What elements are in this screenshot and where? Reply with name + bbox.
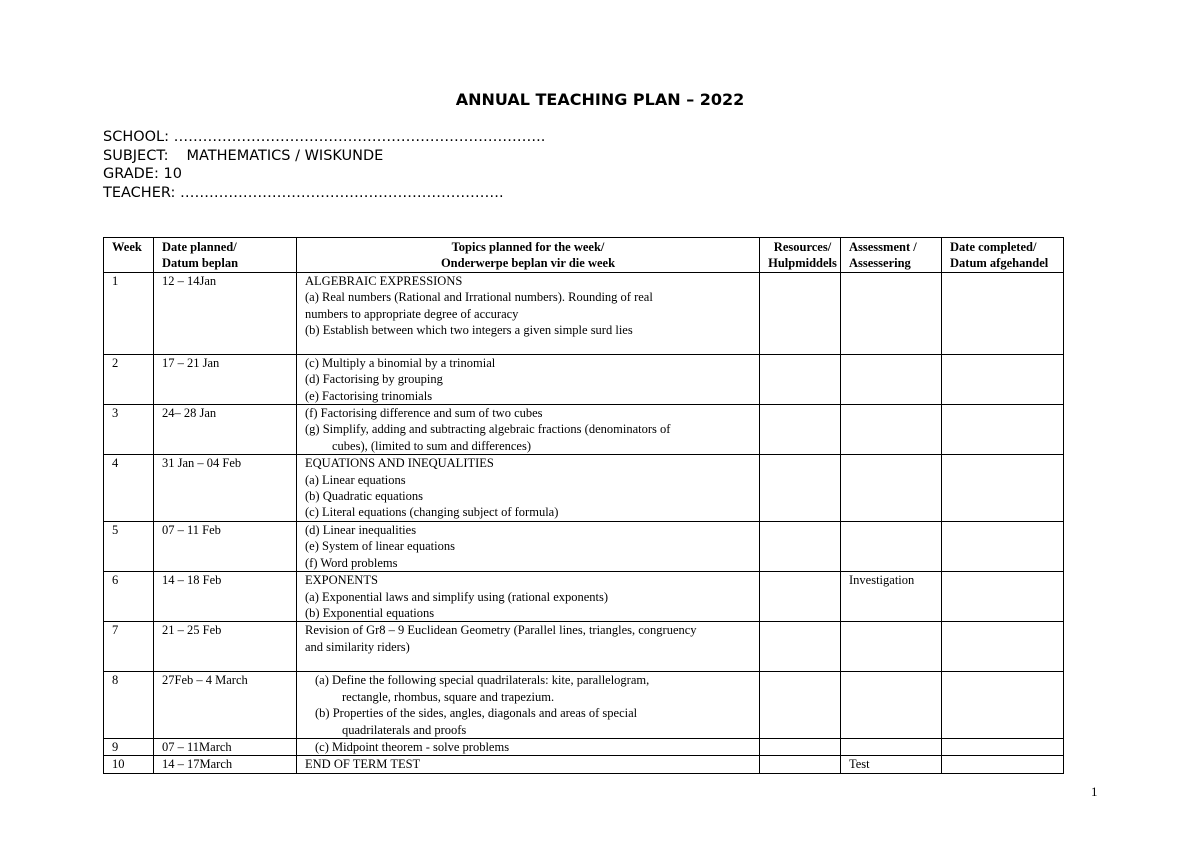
teacher-line: [103, 184, 545, 203]
completed-cell: [942, 521, 1064, 571]
header-info: [103, 128, 545, 202]
header-topics: Topics planned for the week/ Onderwerpe beplan vir die week: [297, 238, 760, 273]
assessment-cell: [841, 672, 942, 739]
topics-cell: (d) Linear inequalities (e) System of linear equations (f) Word problems: [297, 521, 760, 571]
completed-cell: [942, 622, 1064, 672]
school-label: SCHOOL:: [103, 129, 170, 145]
subject-line: [103, 147, 545, 166]
assessment-cell: Investigation: [841, 572, 942, 622]
resources-cell: [760, 521, 841, 571]
completed-cell: [942, 756, 1064, 773]
table-row: [104, 405, 1064, 455]
table-row: [104, 738, 1064, 755]
week-cell: 5: [104, 521, 154, 571]
week-cell: 10: [104, 756, 154, 773]
date-cell: 14 – 17March: [154, 756, 297, 773]
date-cell: 07 – 11 Feb: [154, 521, 297, 571]
date-cell: 07 – 11March: [154, 738, 297, 755]
teacher-label: TEACHER:: [103, 184, 176, 201]
completed-cell: [942, 738, 1064, 755]
completed-cell: [942, 455, 1064, 522]
date-cell: 12 – 14Jan: [154, 272, 297, 354]
assessment-cell: [841, 622, 942, 672]
resources-cell: [760, 272, 841, 354]
topics-cell: EQUATIONS AND INEQUALITIES (a) Linear equations (b) Quadratic equations (c) Literal equations (changing subject of formula): [297, 455, 760, 522]
table-row: [104, 455, 1064, 522]
header-assessment: Assessment / Assessering: [841, 238, 942, 273]
date-cell: 31 Jan – 04 Feb: [154, 455, 297, 522]
assessment-cell: [841, 521, 942, 571]
week-cell: 8: [104, 672, 154, 739]
header-resources: Resources/ Hulpmiddels: [760, 238, 841, 273]
completed-cell: [942, 672, 1064, 739]
table-row: [104, 756, 1064, 773]
assessment-cell: [841, 354, 942, 404]
week-cell: 3: [104, 405, 154, 455]
table-row: [104, 572, 1064, 622]
teacher-value: ………………………………………………………….: [180, 184, 504, 201]
page-number: 1: [1091, 784, 1098, 799]
table-row: [104, 354, 1064, 404]
week-cell: 1: [104, 272, 154, 354]
topics-cell: (c) Midpoint theorem - solve problems: [297, 738, 760, 755]
topics-cell: Revision of Gr8 – 9 Euclidean Geometry (Parallel lines, triangles, congruency and similarity riders): [297, 622, 760, 672]
date-cell: 21 – 25 Feb: [154, 622, 297, 672]
header-date-completed: Date completed/ Datum afgehandel: [942, 238, 1064, 273]
school-line: [103, 128, 545, 147]
date-cell: 24– 28 Jan: [154, 405, 297, 455]
date-cell: 14 – 18 Feb: [154, 572, 297, 622]
table-row: [104, 272, 1064, 354]
table-header-row: [104, 238, 1064, 273]
assessment-cell: [841, 272, 942, 354]
week-cell: 7: [104, 622, 154, 672]
week-cell: 2: [104, 354, 154, 404]
date-cell: 17 – 21 Jan: [154, 354, 297, 404]
grade-line: GRADE: 10: [103, 166, 182, 182]
topics-cell: EXPONENTS (a) Exponential laws and simplify using (rational exponents) (b) Exponential equations: [297, 572, 760, 622]
resources-cell: [760, 738, 841, 755]
table-row: [104, 521, 1064, 571]
topics-cell: (f) Factorising difference and sum of two cubes (g) Simplify, adding and subtracting algebraic fractions (denominators of cubes), (limited to sum and differences): [297, 405, 760, 455]
completed-cell: [942, 272, 1064, 354]
header-date-planned: Date planned/ Datum beplan: [154, 238, 297, 273]
assessment-cell: [841, 455, 942, 522]
completed-cell: [942, 405, 1064, 455]
resources-cell: [760, 622, 841, 672]
resources-cell: [760, 455, 841, 522]
resources-cell: [760, 354, 841, 404]
teaching-plan-table: [103, 237, 1064, 774]
topics-cell: ALGEBRAIC EXPRESSIONS (a) Real numbers (Rational and Irrational numbers). Rounding of real numbers to appropriate degree of accuracy (b) Establish between which two integers a given simple surd lies: [297, 272, 760, 354]
week-cell: 9: [104, 738, 154, 755]
week-cell: 4: [104, 455, 154, 522]
week-cell: 6: [104, 572, 154, 622]
assessment-cell: [841, 405, 942, 455]
resources-cell: [760, 572, 841, 622]
resources-cell: [760, 672, 841, 739]
topics-cell: (c) Multiply a binomial by a trinomial (d) Factorising by grouping (e) Factorising trinomials: [297, 354, 760, 404]
document-title: ANNUAL TEACHING PLAN – 2022: [455, 90, 745, 109]
topics-cell: (a) Define the following special quadrilaterals: kite, parallelogram, rectangle, rhombus, square and trapezium. (b) Properties of the sides, angles, diagonals and areas of special quadrilaterals and proofs: [297, 672, 760, 739]
completed-cell: [942, 572, 1064, 622]
topics-cell: END OF TERM TEST: [297, 756, 760, 773]
resources-cell: [760, 756, 841, 773]
school-value: …………………………………………………………………..: [173, 129, 546, 145]
subject-value: MATHEMATICS / WISKUNDE: [186, 147, 384, 164]
assessment-cell: Test: [841, 756, 942, 773]
date-cell: 27Feb – 4 March: [154, 672, 297, 739]
completed-cell: [942, 354, 1064, 404]
header-week: Week: [104, 238, 154, 273]
table-row: [104, 672, 1064, 739]
subject-label: SUBJECT:: [103, 147, 169, 164]
resources-cell: [760, 405, 841, 455]
assessment-cell: [841, 738, 942, 755]
table-row: [104, 622, 1064, 672]
